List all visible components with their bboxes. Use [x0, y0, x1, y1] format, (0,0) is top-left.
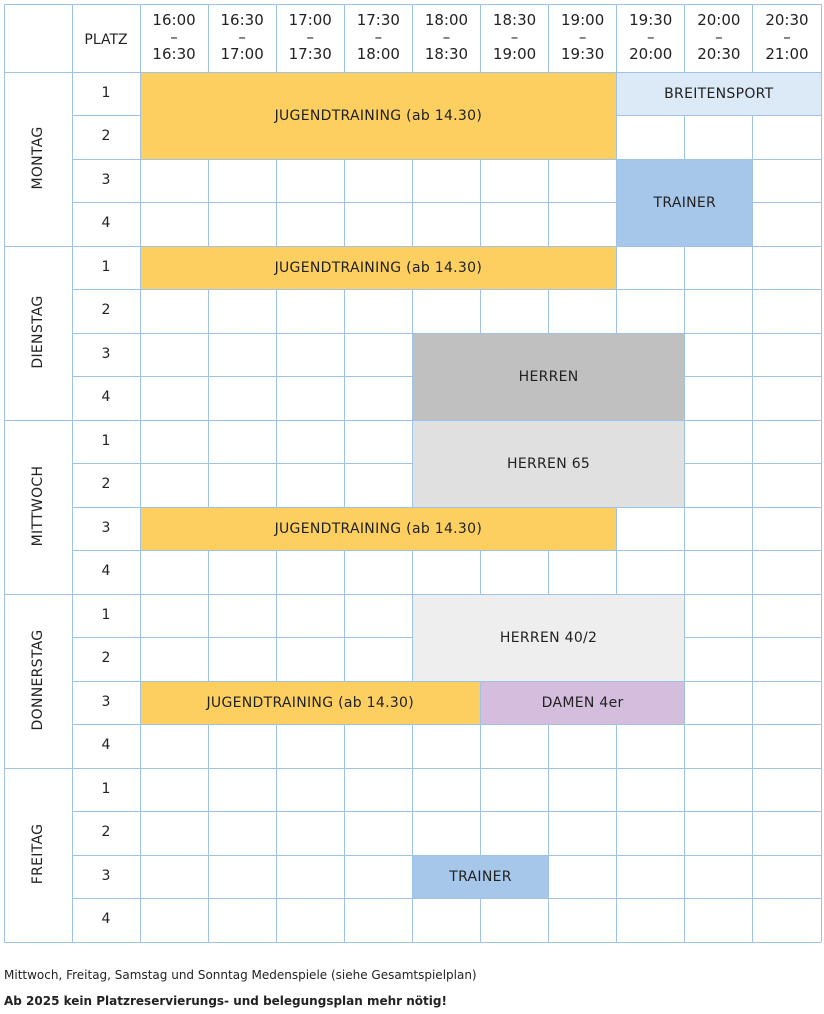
time-from: 20:30: [765, 11, 809, 29]
court-number: 1: [101, 780, 111, 797]
court-number: 3: [101, 693, 111, 710]
time-slot-header: [412, 12, 480, 63]
court-number: 4: [101, 737, 111, 754]
grid-line-vertical: [684, 4, 685, 942]
time-from: 17:00: [288, 11, 332, 29]
grid-line-horizontal: [72, 898, 821, 899]
day-label: MONTAG: [30, 126, 46, 190]
time-to: 18:00: [356, 45, 400, 63]
grid-line-vertical: [821, 4, 822, 942]
time-to: 17:30: [288, 45, 332, 63]
booking-label: JUGENDTRAINING (ab 14.30): [206, 694, 415, 711]
court-number: 3: [101, 171, 111, 188]
booking-label: JUGENDTRAINING (ab 14.30): [274, 107, 483, 124]
court-number: 2: [101, 128, 111, 145]
court-number: 2: [101, 476, 111, 493]
time-sep: –: [715, 28, 723, 46]
time-to: 16:30: [152, 45, 196, 63]
time-slot-header: [344, 12, 412, 63]
time-to: 20:30: [697, 45, 741, 63]
booking-label: HERREN 65: [507, 455, 591, 472]
time-sep: –: [783, 28, 791, 46]
booking-label: JUGENDTRAINING (ab 14.30): [274, 520, 483, 537]
court-number: 1: [101, 84, 111, 101]
time-from: 16:00: [152, 11, 196, 29]
court-number: 2: [101, 650, 111, 667]
booking-label: BREITENSPORT: [664, 85, 774, 102]
time-slot-header: [276, 12, 344, 63]
court-number: 2: [101, 302, 111, 319]
time-slot-header: [549, 12, 617, 63]
court-number: 1: [101, 258, 111, 275]
time-sep: –: [306, 28, 314, 46]
booking-label: TRAINER: [449, 868, 512, 885]
time-slot-header: [685, 12, 753, 63]
grid-line-horizontal: [4, 768, 821, 769]
day-label: MITTWOCH: [30, 465, 46, 547]
grid-line-horizontal: [72, 811, 821, 812]
time-slot-header: [208, 12, 276, 63]
time-to: 19:30: [561, 45, 605, 63]
footer: [4, 962, 477, 1014]
court-number: 3: [101, 345, 111, 362]
day-label: FREITAG: [30, 823, 46, 885]
booking-label: TRAINER: [653, 194, 717, 211]
court-number: 1: [101, 432, 111, 449]
time-from: 17:30: [356, 11, 400, 29]
time-from: 20:00: [697, 11, 741, 29]
time-from: 19:30: [629, 11, 673, 29]
time-slot-header: [753, 12, 821, 63]
time-to: 17:00: [220, 45, 264, 63]
time-slot-header: [140, 12, 208, 63]
grid-line-horizontal: [4, 4, 821, 5]
court-number: 4: [101, 389, 111, 406]
court-number: 1: [101, 606, 111, 623]
time-to: 18:30: [424, 45, 469, 63]
time-sep: –: [238, 28, 246, 46]
platz-header: PLATZ: [84, 32, 128, 48]
grid-line-vertical: [72, 4, 73, 942]
time-sep: –: [374, 28, 383, 46]
time-to: 21:00: [765, 45, 809, 63]
court-number: 4: [101, 563, 111, 580]
time-sep: –: [510, 28, 519, 46]
booking-label: JUGENDTRAINING (ab 14.30): [274, 259, 483, 276]
booking-label: HERREN 40/2: [499, 629, 598, 646]
time-from: 18:30: [492, 11, 537, 29]
court-number: 3: [101, 867, 111, 884]
booking-label: DAMEN 4er: [541, 694, 624, 711]
time-slot-header: [617, 12, 685, 63]
time-from: 16:30: [220, 11, 264, 29]
booking-label: HERREN: [518, 368, 579, 385]
grid-line-vertical: [752, 4, 753, 942]
time-sep: –: [646, 28, 655, 46]
grid-line-horizontal: [72, 289, 821, 290]
time-from: 19:00: [561, 11, 605, 29]
time-sep: –: [170, 28, 178, 46]
court-number: 4: [101, 215, 111, 232]
court-number: 2: [101, 824, 111, 841]
time-sep: –: [578, 28, 587, 46]
day-label: DIENSTAG: [30, 295, 46, 369]
footer-notice: Ab 2025 kein Platzreservierungs- und belegungsplan mehr nötig!: [4, 994, 447, 1008]
court-number: 3: [101, 519, 111, 536]
time-slot-header: [481, 12, 549, 63]
time-to: 19:00: [492, 45, 537, 63]
grid-line-horizontal: [72, 550, 821, 551]
court-number: 4: [101, 911, 111, 928]
time-from: 18:00: [424, 11, 469, 29]
grid-line-horizontal: [72, 724, 821, 725]
time-to: 20:00: [629, 45, 673, 63]
grid-line-vertical: [4, 4, 5, 942]
footer-note: Mittwoch, Freitag, Samstag und Sonntag Medenspiele (siehe Gesamtspielplan): [4, 968, 477, 982]
time-sep: –: [442, 28, 451, 46]
grid-line-horizontal: [4, 942, 821, 943]
day-label: DONNERSTAG: [30, 629, 46, 731]
